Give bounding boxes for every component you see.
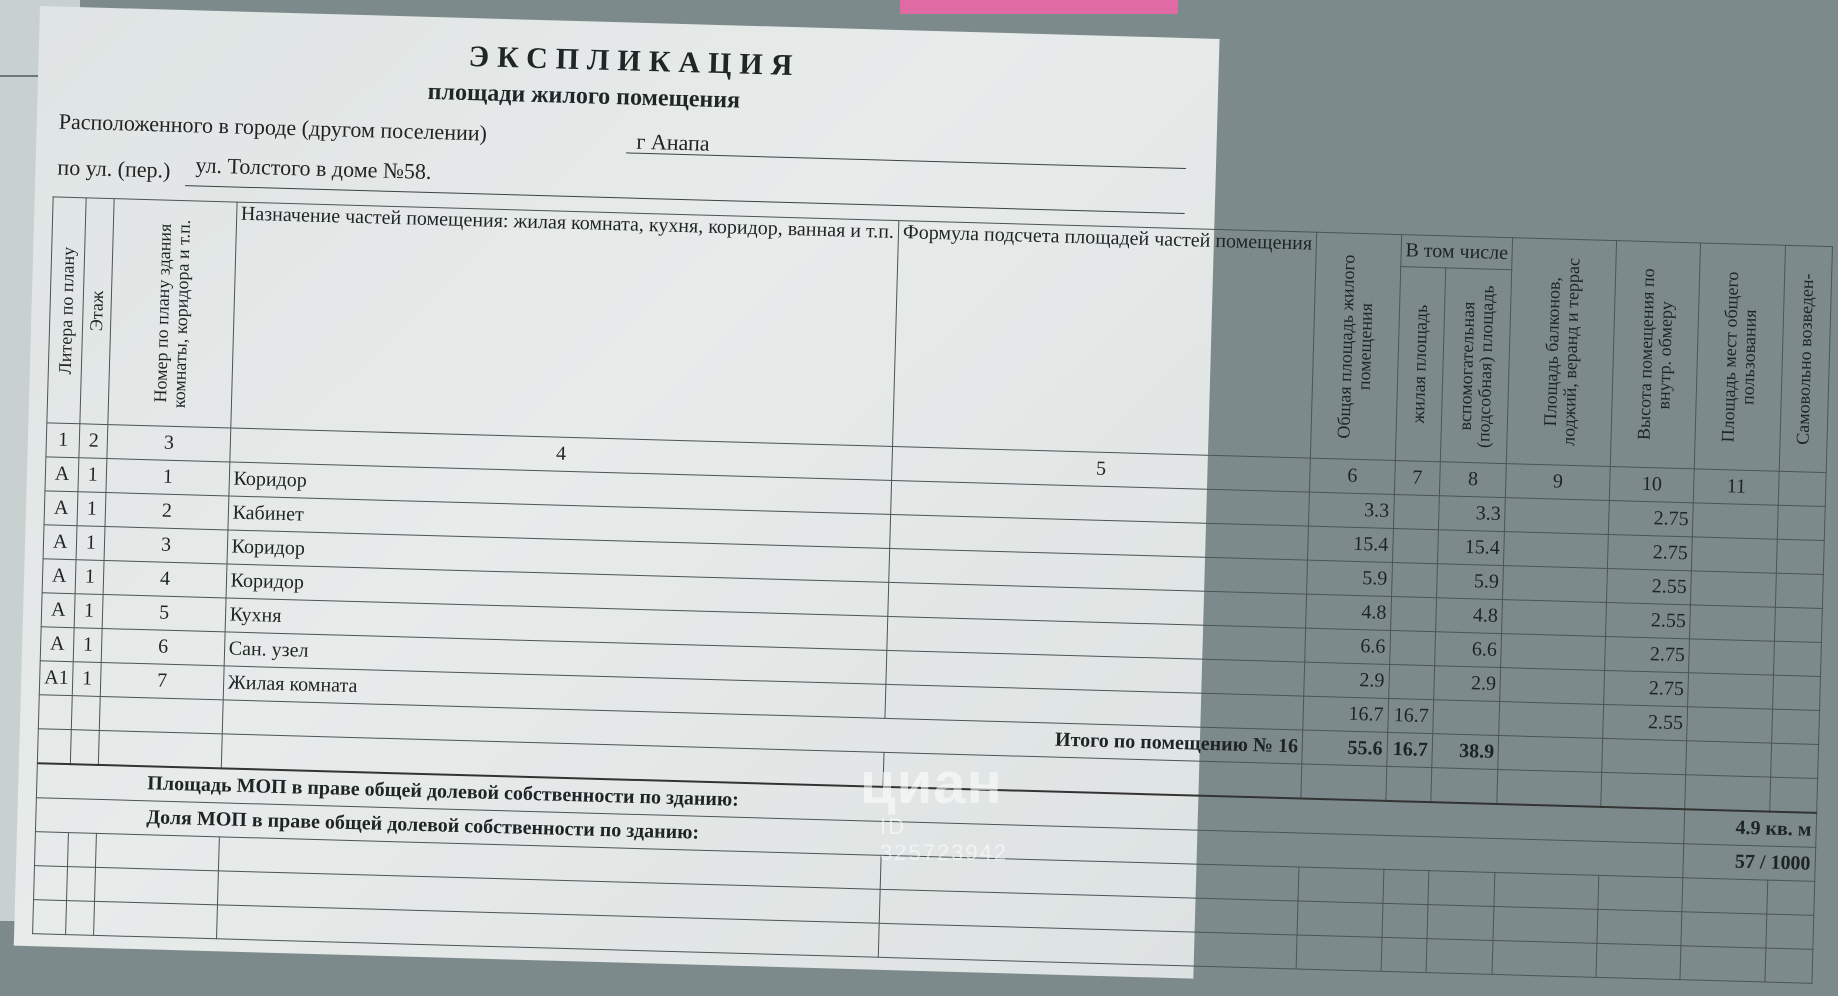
liter-cell: А <box>45 457 79 492</box>
header-living-area: жилая площадь <box>1395 266 1446 462</box>
room-name-cell: Коридор <box>226 564 889 616</box>
room-number-cell: 5 <box>102 595 225 632</box>
cian-watermark <box>860 750 1009 865</box>
balcony-cell <box>1499 702 1603 739</box>
common-cell <box>1692 537 1777 573</box>
height-cell: 2.55 <box>1606 568 1691 604</box>
aux-area-cell: 15.4 <box>1438 530 1505 566</box>
column-number: 8 <box>1439 462 1506 498</box>
living-area-cell <box>1391 562 1437 597</box>
room-name-cell: Кухня <box>225 598 888 650</box>
background-pink-strip <box>900 0 1178 14</box>
unauthorized-cell <box>1775 573 1823 608</box>
column-number-empty <box>1778 471 1826 506</box>
aux-area-cell: 3.3 <box>1438 496 1505 532</box>
column-number: 10 <box>1609 467 1694 503</box>
header-including: В том числе <box>1401 235 1513 270</box>
mop-share-value: 57 / 1000 <box>1683 844 1815 882</box>
height-cell: 2.75 <box>1604 636 1689 672</box>
room-number-cell: 4 <box>103 561 226 598</box>
header-room-number: Номер по плану здания комнаты, коридора и т.п. <box>108 199 237 428</box>
liter-cell: А <box>42 559 76 594</box>
room-name-cell: Сан. узел <box>224 632 887 684</box>
mop-area-label: Площадь МОП в праве общей долевой собственности по зданию: <box>36 763 1685 844</box>
header-height: Высота помещения по внутр. обмеру <box>1610 241 1701 469</box>
aux-area-cell: 6.6 <box>1435 632 1502 668</box>
document-subtitle: площади жилого помещения <box>427 78 741 114</box>
balcony-cell <box>1503 566 1607 603</box>
balcony-cell <box>1502 600 1606 637</box>
street-label: по ул. (пер.) <box>57 154 171 183</box>
floor-cell: 1 <box>77 526 106 561</box>
total-area-cell: 3.3 <box>1309 492 1394 528</box>
aux-area-cell: 4.8 <box>1436 598 1503 634</box>
header-common-area: Площадь мест общего пользования <box>1695 243 1786 471</box>
balcony-cell <box>1500 668 1604 705</box>
total-area-cell: 5.9 <box>1307 560 1392 596</box>
unauthorized-cell <box>1774 607 1822 642</box>
document-sheet <box>14 6 1818 979</box>
common-cell <box>1689 639 1774 675</box>
watermark-id: ID 325723942 <box>880 814 1009 865</box>
height-cell: 2.75 <box>1603 670 1688 706</box>
living-area-cell <box>1393 495 1439 530</box>
unauthorized-cell <box>1777 505 1825 540</box>
header-purpose: Назначение частей помещения: жилая комната, кухня, коридор, ванная и т.п. <box>230 202 898 446</box>
liter-cell: А <box>41 593 75 628</box>
mop-area-value: 4.9 кв. м <box>1684 809 1816 847</box>
height-cell: 2.55 <box>1602 704 1687 740</box>
aux-area-cell: 5.9 <box>1437 564 1504 600</box>
location-value: г Анапа <box>636 128 710 156</box>
room-name-cell: Кабинет <box>228 496 891 548</box>
floor-cell: 1 <box>78 458 107 493</box>
unauthorized-cell <box>1772 675 1820 710</box>
column-number: 4 <box>230 428 893 480</box>
total-area-cell: 6.6 <box>1305 628 1390 664</box>
room-name-cell: Коридор <box>229 462 892 514</box>
living-area-cell: 16.7 <box>1388 698 1434 733</box>
floor-cell: 1 <box>73 662 102 697</box>
floor-cell: 1 <box>74 628 103 663</box>
room-number-cell: 1 <box>106 459 229 496</box>
header-unauthorized: Самовольно возведен- <box>1779 245 1832 472</box>
totals-label: Итого по помещению № 16 <box>222 700 1303 764</box>
common-cell <box>1691 571 1776 607</box>
liter-cell: А1 <box>39 661 73 696</box>
living-area-cell <box>1388 664 1434 699</box>
floor-cell: 1 <box>75 594 104 629</box>
document-title: ЭКСПЛИКАЦИЯ <box>468 39 801 83</box>
unauthorized-cell <box>1776 539 1824 574</box>
totals-aux: 38.9 <box>1432 734 1499 770</box>
unauthorized-cell <box>1772 709 1820 744</box>
living-area-cell <box>1392 528 1438 563</box>
common-cell <box>1688 673 1773 709</box>
room-number-cell: 2 <box>105 493 228 530</box>
header-floor: Этаж <box>80 198 114 425</box>
room-name-cell: Жилая комната <box>223 666 886 718</box>
balcony-cell <box>1505 498 1609 535</box>
floor-cell: 1 <box>76 560 105 595</box>
column-number: 9 <box>1506 464 1610 501</box>
common-cell <box>1690 605 1775 641</box>
total-area-cell: 4.8 <box>1306 594 1391 630</box>
column-number: 5 <box>892 446 1311 492</box>
height-cell: 2.75 <box>1607 534 1692 570</box>
height-cell: 2.55 <box>1605 602 1690 638</box>
common-cell <box>1687 707 1772 743</box>
cian-logo: циан <box>860 751 1003 816</box>
column-number: 7 <box>1394 461 1440 496</box>
liter-cell: А <box>44 491 78 526</box>
header-total-area: Общая площадь жилого помещения <box>1311 232 1402 460</box>
room-name-cell: Коридор <box>227 530 890 582</box>
total-area-cell: 2.9 <box>1304 662 1389 698</box>
column-number: 6 <box>1310 458 1395 494</box>
common-cell <box>1693 503 1778 539</box>
column-number: 11 <box>1694 469 1779 505</box>
column-number: 1 <box>46 423 80 458</box>
height-cell: 2.75 <box>1608 501 1693 537</box>
total-area-cell: 15.4 <box>1308 526 1393 562</box>
column-number: 3 <box>107 425 230 462</box>
aux-area-cell <box>1433 700 1500 736</box>
street-value: ул. Толстого в доме №58. <box>195 152 432 184</box>
living-area-cell <box>1389 630 1435 665</box>
unauthorized-cell <box>1773 641 1821 676</box>
column-number: 2 <box>79 424 108 459</box>
header-aux-area: вспомогательная (подсобная) площадь <box>1440 267 1512 463</box>
totals-total: 55.6 <box>1302 730 1387 766</box>
liter-cell: А <box>43 525 77 560</box>
header-formula: Формула подсчета площадей частей помещения <box>892 221 1316 459</box>
header-balcony: Площадь балконов, лоджий, веранд и террас <box>1507 238 1617 467</box>
aux-area-cell: 2.9 <box>1434 666 1501 702</box>
living-area-cell <box>1390 596 1436 631</box>
location-label: Расположенного в городе (другом поселении) <box>58 108 488 146</box>
mop-share-label: Доля МОП в праве общей долевой собственности по зданию: <box>35 798 1684 878</box>
room-number-cell: 6 <box>102 628 225 665</box>
location-underline <box>626 152 1186 169</box>
balcony-cell <box>1501 634 1605 671</box>
header-liter: Литера по плану <box>47 197 87 424</box>
room-number-cell: 3 <box>104 527 227 564</box>
totals-living: 16.7 <box>1387 732 1433 767</box>
header-row <box>52 197 1832 278</box>
room-number-cell: 7 <box>101 662 224 699</box>
total-area-cell: 16.7 <box>1303 696 1388 732</box>
balcony-cell <box>1504 532 1608 569</box>
floor-cell: 1 <box>77 492 106 527</box>
liter-cell: А <box>40 627 74 662</box>
